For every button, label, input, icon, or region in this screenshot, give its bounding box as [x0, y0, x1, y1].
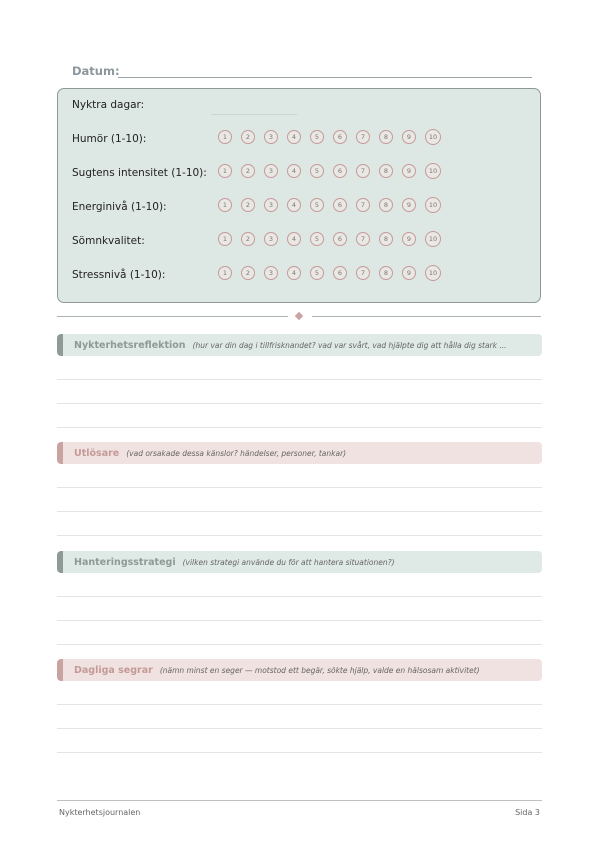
section-reflection: [57, 334, 542, 428]
rating-circle[interactable]: 6: [333, 164, 347, 178]
rating-circle[interactable]: 2: [241, 130, 255, 144]
rating-scale: [218, 198, 450, 213]
rating-circle[interactable]: 5: [310, 232, 324, 246]
tracker-row-label: Sömnkvalitet:: [72, 235, 145, 247]
rating-circle[interactable]: 2: [241, 164, 255, 178]
rating-circle[interactable]: 1: [218, 232, 232, 246]
tracker-row-energy: [72, 198, 438, 216]
rating-circle[interactable]: 1: [218, 164, 232, 178]
rating-circle[interactable]: 7: [356, 198, 370, 212]
rating-circle[interactable]: 4: [287, 198, 301, 212]
date-label: Datum:: [72, 64, 120, 78]
tracker-row-mood: [72, 130, 438, 148]
rating-circle[interactable]: 6: [333, 232, 347, 246]
rating-circle[interactable]: 4: [287, 232, 301, 246]
section-title: Nykterhetsreflektion: [74, 339, 186, 351]
tracker-row-label: Energinivå (1-10):: [72, 201, 167, 213]
rating-circle[interactable]: 2: [241, 198, 255, 212]
daily-tracker-box: [57, 88, 541, 303]
rating-circle[interactable]: 8: [379, 232, 393, 246]
rating-circle[interactable]: 10: [425, 163, 441, 179]
footer-journal-name: Nykterhetsjournalen: [59, 808, 141, 817]
tracker-row-label: Humör (1-10):: [72, 133, 147, 145]
rating-circle[interactable]: 9: [402, 130, 416, 144]
rating-circle[interactable]: 1: [218, 198, 232, 212]
writing-line[interactable]: [57, 356, 542, 380]
rating-circle[interactable]: 8: [379, 130, 393, 144]
section-divider-right: [312, 316, 541, 317]
sober-days-label: Nyktra dagar:: [72, 99, 145, 111]
rating-circle[interactable]: 4: [287, 164, 301, 178]
rating-circle[interactable]: 9: [402, 164, 416, 178]
section-hint: (hur var din dag i tillfrisknandet? vad var svårt, vad hjälpte dig att hålla dig stark ...: [192, 340, 507, 350]
rating-circle[interactable]: 3: [264, 232, 278, 246]
rating-circle[interactable]: 9: [402, 198, 416, 212]
rating-scale: [218, 266, 450, 281]
rating-circle[interactable]: 5: [310, 198, 324, 212]
rating-circle[interactable]: 2: [241, 266, 255, 280]
rating-circle[interactable]: 5: [310, 164, 324, 178]
tracker-row-stress: [72, 266, 438, 284]
rating-circle[interactable]: 7: [356, 130, 370, 144]
section-title: Dagliga segrar: [74, 664, 153, 676]
rating-circle[interactable]: 8: [379, 266, 393, 280]
rating-circle[interactable]: 7: [356, 266, 370, 280]
rating-circle[interactable]: 3: [264, 164, 278, 178]
section-title: Utlösare: [74, 447, 120, 459]
section-triggers: [57, 442, 542, 536]
section-accent-bar: [57, 334, 63, 356]
rating-circle[interactable]: 5: [310, 130, 324, 144]
section-hint: (vilken strategi använde du för att hantera situationen?): [182, 557, 395, 567]
tracker-row-craving: [72, 164, 438, 182]
section-header: [57, 334, 542, 356]
rating-circle[interactable]: 3: [264, 198, 278, 212]
writing-line[interactable]: [57, 488, 542, 512]
footer-rule: [57, 800, 542, 801]
writing-line[interactable]: [57, 597, 542, 621]
rating-circle[interactable]: 2: [241, 232, 255, 246]
sober-days-row: [72, 96, 144, 114]
section-divider-left: [57, 316, 288, 317]
section-header: [57, 442, 542, 464]
date-write-line[interactable]: [118, 77, 532, 78]
date-field[interactable]: [72, 62, 532, 80]
rating-circle[interactable]: 10: [425, 265, 441, 281]
writing-line[interactable]: [57, 705, 542, 729]
footer-page-number: Sida 3: [515, 808, 540, 817]
rating-circle[interactable]: 8: [379, 164, 393, 178]
rating-scale: [218, 130, 450, 145]
sober-days-input[interactable]: [211, 114, 297, 115]
section-hint: (nämn minst en seger — motstod ett begär, sökte hjälp, valde en hälsosam aktivitet): [159, 665, 480, 675]
tracker-row-label: Stressnivå (1-10):: [72, 269, 166, 281]
diamond-ornament-icon: [295, 312, 303, 320]
rating-circle[interactable]: 10: [425, 231, 441, 247]
writing-line[interactable]: [57, 380, 542, 404]
rating-scale: [218, 232, 450, 247]
rating-circle[interactable]: 8: [379, 198, 393, 212]
section-accent-bar: [57, 551, 63, 573]
tracker-row-sleep: [72, 232, 438, 250]
rating-circle[interactable]: 9: [402, 232, 416, 246]
rating-scale: [218, 164, 450, 179]
rating-circle[interactable]: 10: [425, 197, 441, 213]
rating-circle[interactable]: 5: [310, 266, 324, 280]
writing-line[interactable]: [57, 464, 542, 488]
rating-circle[interactable]: 4: [287, 266, 301, 280]
section-title: Hanteringsstrategi: [74, 556, 176, 568]
writing-line[interactable]: [57, 404, 542, 428]
writing-line[interactable]: [57, 621, 542, 645]
writing-line[interactable]: [57, 512, 542, 536]
section-hint: (vad orsakade dessa känslor? händelser, personer, tankar): [126, 448, 347, 458]
rating-circle[interactable]: 3: [264, 266, 278, 280]
rating-circle[interactable]: 6: [333, 130, 347, 144]
rating-circle[interactable]: 1: [218, 130, 232, 144]
section-header: [57, 659, 542, 681]
rating-circle[interactable]: 1: [218, 266, 232, 280]
section-accent-bar: [57, 659, 63, 681]
tracker-row-label: Sugtens intensitet (1-10):: [72, 167, 207, 179]
rating-circle[interactable]: 7: [356, 164, 370, 178]
section-daily-wins: [57, 659, 542, 753]
rating-circle[interactable]: 3: [264, 130, 278, 144]
rating-circle[interactable]: 9: [402, 266, 416, 280]
section-coping: [57, 551, 542, 645]
rating-circle[interactable]: 6: [333, 198, 347, 212]
writing-line[interactable]: [57, 681, 542, 705]
writing-line[interactable]: [57, 729, 542, 753]
writing-line[interactable]: [57, 573, 542, 597]
section-header: [57, 551, 542, 573]
rating-circle[interactable]: 7: [356, 232, 370, 246]
section-accent-bar: [57, 442, 63, 464]
rating-circle[interactable]: 10: [425, 129, 441, 145]
rating-circle[interactable]: 6: [333, 266, 347, 280]
rating-circle[interactable]: 4: [287, 130, 301, 144]
